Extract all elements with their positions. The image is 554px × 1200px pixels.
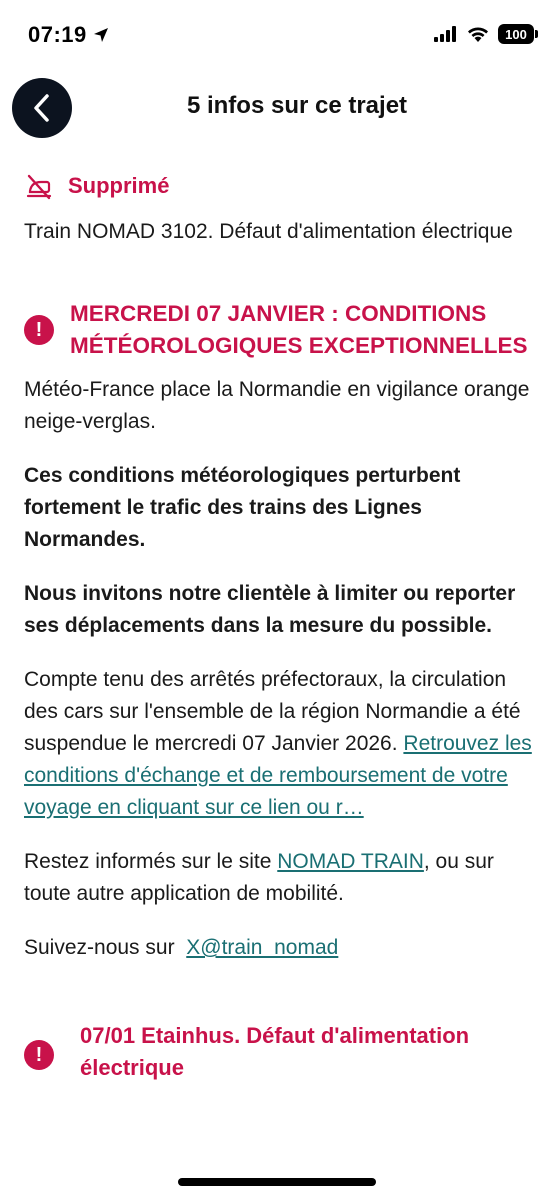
wifi-icon [466, 25, 490, 43]
info-item-meteo [24, 298, 532, 964]
status-bar [0, 0, 554, 70]
info-paragraph-1: Météo-France place la Normandie en vigilance orange neige-verglas. [24, 378, 530, 433]
exclamation-icon: ! [24, 315, 54, 345]
info-title: MERCREDI 07 JANVIER : CONDITIONS MÉTÉOROLOGIQUES EXCEPTIONNELLES [70, 301, 528, 358]
info-paragraph-5-before: Restez informés sur le site [24, 850, 278, 873]
info-paragraph-4 [24, 664, 532, 824]
info-paragraph-4-text: Compte tenu des arrêtés préfectoraux, la circulation des cars sur l'ensemble de la région Normandie a été suspendue le mercredi 07 Janvier 2026. [24, 668, 521, 755]
info-paragraph-6-before: Suivez-nous sur [24, 936, 187, 959]
twitter-link[interactable]: X@train_nomad [186, 936, 339, 959]
battery-icon [498, 24, 534, 44]
cellular-signal-icon [434, 26, 458, 42]
info-text: Train NOMAD 3102. Défaut d'alimentation électrique [24, 220, 513, 243]
status-time-text: 07:19 [28, 22, 87, 47]
info-paragraph-2: Ces conditions météorologiques perturbent fortement le trafic des trains des Lignes Normandes. [24, 464, 461, 551]
info-paragraph-5-after: , ou sur toute autre application de mobilité. [24, 850, 494, 905]
train-cancelled-icon [24, 171, 54, 201]
exclamation-icon: ! [24, 1040, 54, 1070]
battery-level: 100 [505, 26, 527, 42]
info-paragraph-5 [24, 846, 532, 910]
info-item-supprime [24, 170, 532, 248]
status-icons [434, 24, 534, 44]
nomad-train-link[interactable]: NOMAD TRAIN [277, 850, 424, 873]
info-item-etainhus [24, 1020, 532, 1084]
info-title: Supprimé [68, 173, 170, 198]
info-header [24, 170, 532, 202]
page-title: 5 infos sur ce trajet [186, 92, 408, 119]
infos-list [24, 170, 532, 1084]
info-paragraph-6 [24, 932, 532, 964]
status-time [28, 22, 109, 48]
back-button[interactable] [12, 78, 72, 138]
info-title: 07/01 Etainhus. Défaut d'alimentation électrique [80, 1023, 470, 1080]
info-paragraph-3: Nous invitons notre clientèle à limiter ou reporter ses déplacements dans la mesure du possible. [24, 582, 516, 637]
refund-conditions-link[interactable]: Retrouvez les conditions d'échange et de remboursement de votre voyage en cliquant sur ce lien ou r… [24, 732, 532, 819]
chevron-left-icon [31, 93, 53, 123]
location-arrow-icon [93, 27, 109, 43]
info-header [24, 298, 532, 362]
home-indicator[interactable] [178, 1178, 376, 1186]
